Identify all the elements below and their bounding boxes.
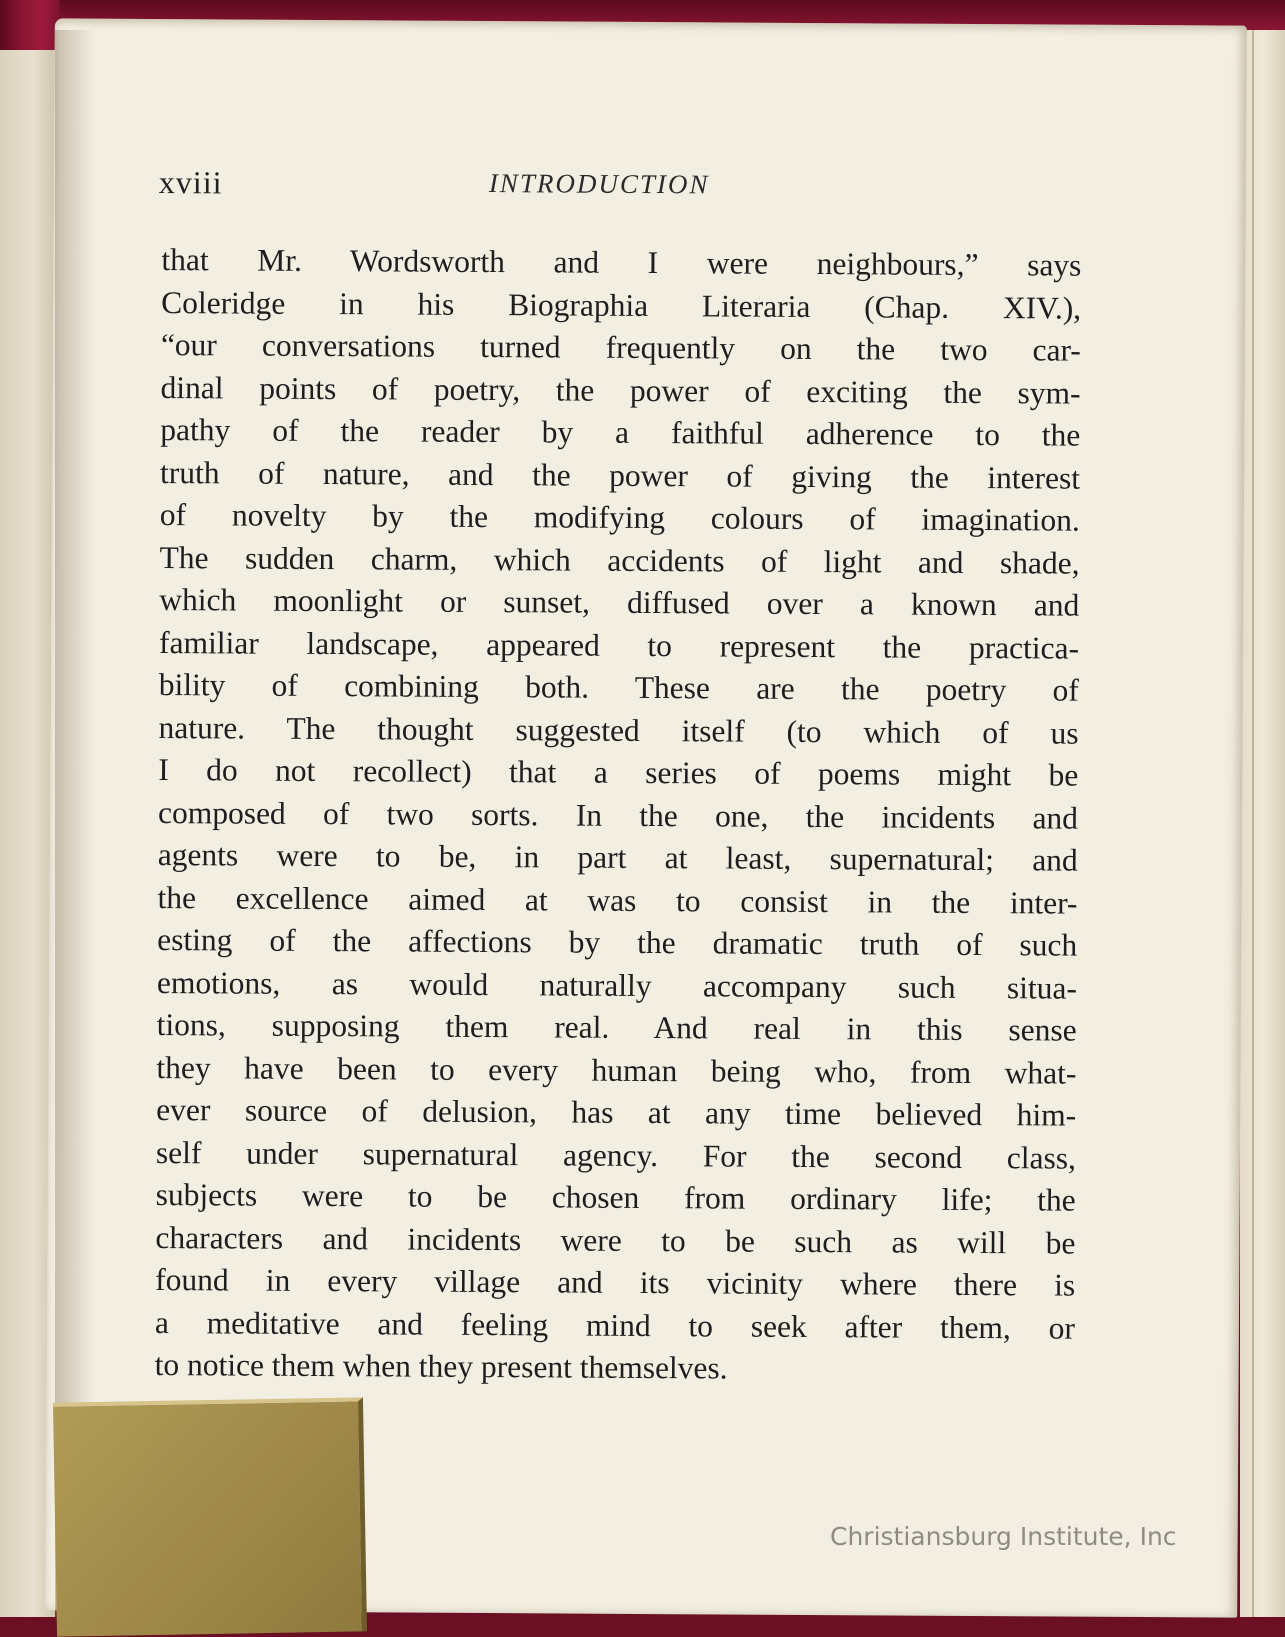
- text-line: self under supernatural agency. For the second class,: [155, 1134, 1077, 1176]
- text-line: pathy of the reader by a faithful adherence to the: [160, 412, 1081, 453]
- body-text: [155, 239, 1082, 1392]
- text-line: esting of the affections by the dramatic truth of such: [157, 922, 1078, 963]
- text-line: they have been to every human being who, from what-: [156, 1049, 1077, 1091]
- text-line: found in every village and its vicinity where there is: [155, 1262, 1076, 1303]
- text-line: ever source of delusion, has at any time believed him-: [156, 1092, 1077, 1133]
- text-line: Coleridge in his Biographia Literaria (Chap. XIV.),: [161, 284, 1082, 326]
- text-line: tions, supposing them real. And real in this sense: [156, 1007, 1077, 1048]
- text-line: which moonlight or sunset, diffused over a known and: [159, 582, 1080, 623]
- text-line: I do not recollect) that a series of poems might be: [158, 752, 1079, 793]
- text-line: of novelty by the modifying colours of imagination.: [159, 497, 1080, 538]
- text-line: composed of two sorts. In the one, the incidents and: [157, 794, 1079, 836]
- next-pages-edge: [1240, 30, 1285, 1617]
- text-line: to notice them when they present themselves.: [154, 1347, 728, 1386]
- gutter-shadow: [55, 30, 95, 1617]
- text-line: characters and incidents were to be such as will be: [155, 1219, 1076, 1261]
- text-line: the excellence aimed at was to consist in the inter-: [157, 879, 1078, 921]
- book-page: [45, 18, 1247, 1617]
- text-line: The sudden charm, which accidents of light and shade,: [159, 539, 1080, 581]
- text-line: nature. The thought suggested itself (to which of us: [158, 709, 1079, 751]
- text-line: that Mr. Wordsworth and I were neighbours,” says: [161, 242, 1082, 283]
- text-line: familiar landscape, appeared to represent the practica-: [158, 624, 1080, 666]
- text-line: agents were to be, in part at least, supernatural; and: [157, 837, 1078, 878]
- text-line: “our conversations turned frequently on the two car-: [160, 327, 1081, 368]
- text-line: dinal points of poetry, the power of exciting the sym-: [160, 369, 1081, 411]
- page-number: xviii: [158, 164, 223, 201]
- text-line: bility of combining both. These are the poetry of: [158, 667, 1079, 708]
- text-line: subjects were to be chosen from ordinary life; the: [155, 1177, 1076, 1218]
- text-line: emotions, as would naturally accompany such situa-: [156, 964, 1078, 1006]
- bookmark-tag: [53, 1397, 367, 1636]
- watermark: Christiansburg Institute, Inc: [830, 1522, 1177, 1551]
- page-header: [159, 164, 1139, 210]
- text-line: a meditative and feeling mind to seek after them, or: [154, 1304, 1076, 1346]
- text-line: truth of nature, and the power of giving the interest: [159, 454, 1081, 496]
- running-head: INTRODUCTION: [488, 168, 710, 200]
